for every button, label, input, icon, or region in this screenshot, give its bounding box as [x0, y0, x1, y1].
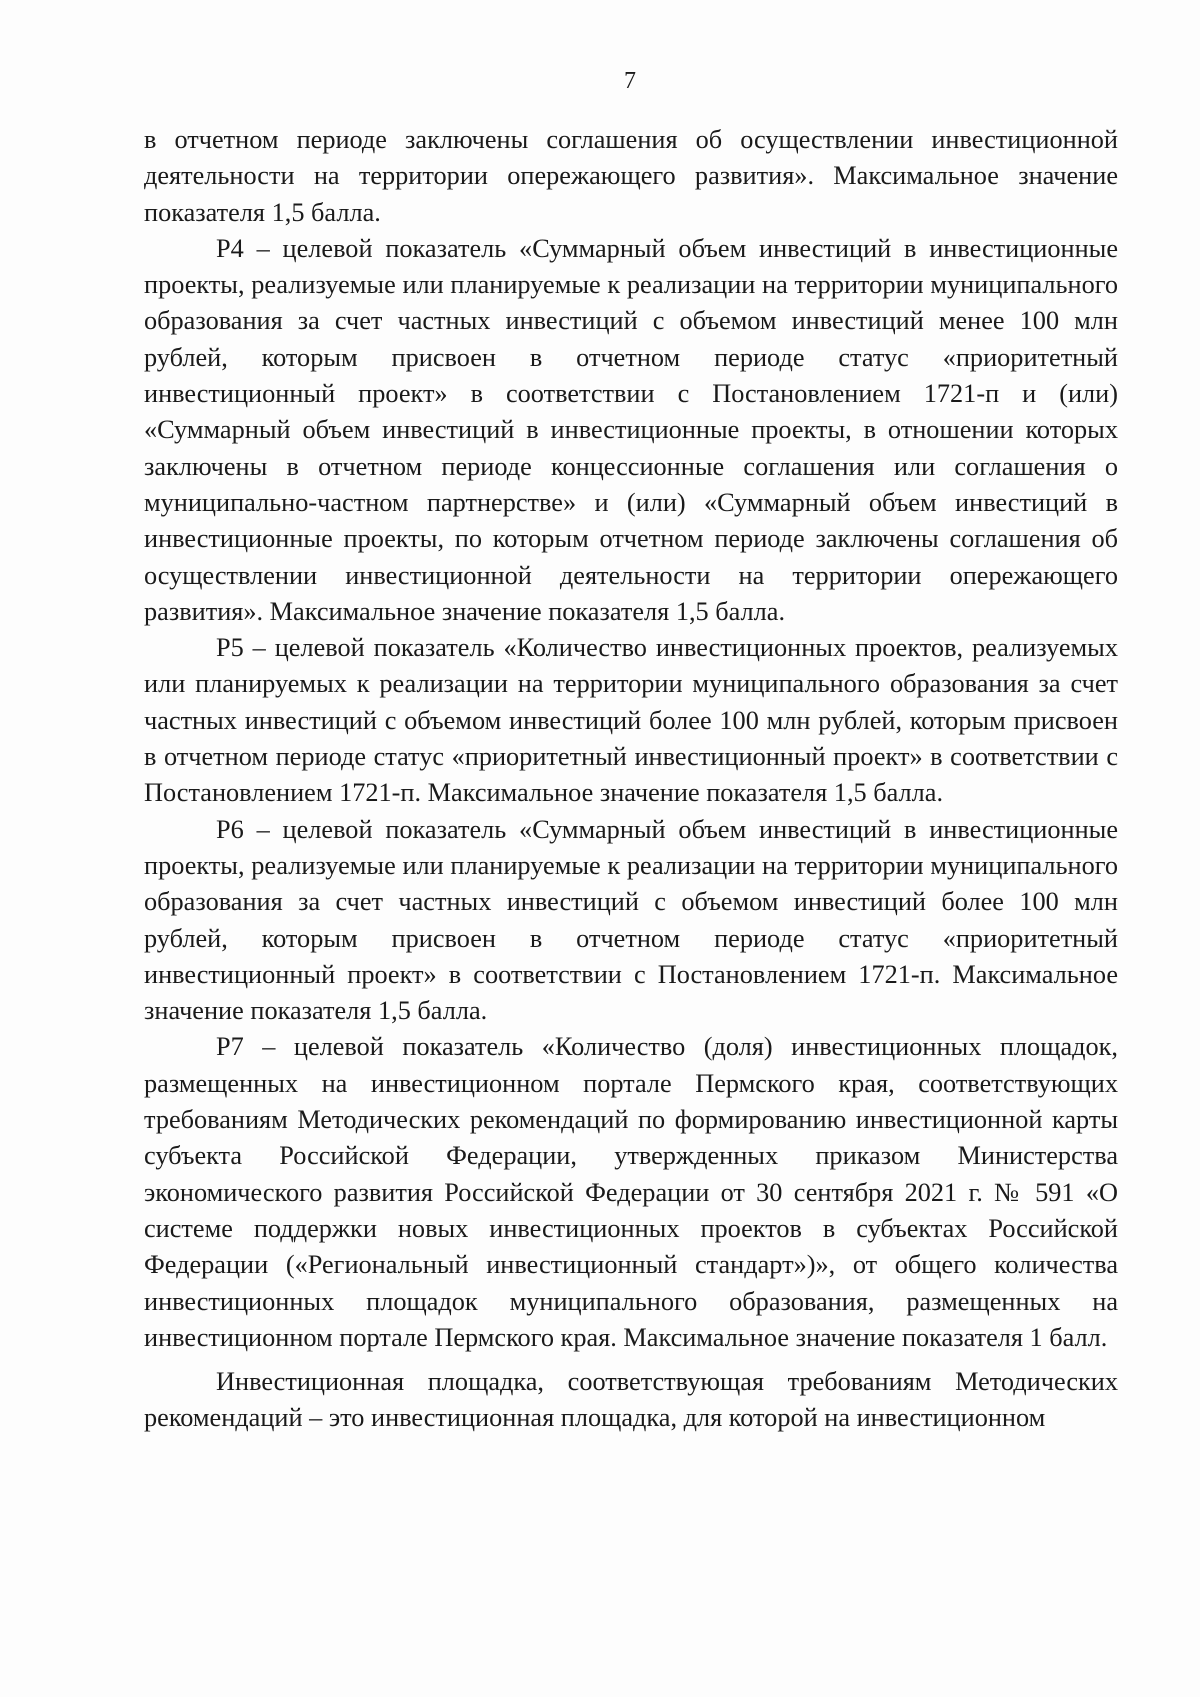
paragraph-p7: Р7 – целевой показатель «Количество (доля) инвестиционных площадок, размещенных на инвестиционном портале Пермского края, соответствующих требованиям Методических рекомендаций по формированию инвестиционной карты субъекта Российской Федерации, утвержденных приказом Министерства экономического развития Российской Федерации от 30 сентября 2021 г. № 591 «О системе поддержки новых инвестиционных проектов в субъектах Российской Федерации («Региональный инвестиционный стандарт»)», от общего количества инвестиционных площадок муниципального образования, размещенных на инвестиционном портале Пермского края. Максимальное значение показателя 1 балл. [144, 1032, 1118, 1352]
paragraph-p6: Р6 – целевой показатель «Суммарный объем инвестиций в инвестиционные проекты, реализуемые или планируемые к реализации на территории муниципального образования за счет частных инвестиций с объемом инвестиций более 100 млн рублей, которым присвоен в отчетном периоде статус «приоритетный инвестиционный проект» в соответствии с Постановлением 1721-п. Максимальное значение показателя 1,5 балла. [144, 814, 1118, 1026]
page-number: 7 [624, 68, 636, 94]
paragraph-continuation: в отчетном периоде заключены соглашения об осуществлении инвестиционной деятельности на территории опережающего развития». Максимальное значение показателя 1,5 балла. [144, 125, 1118, 227]
paragraph-p4: Р4 – целевой показатель «Суммарный объем инвестиций в инвестиционные проекты, реализуемые или планируемые к реализации на территории муниципального образования за счет частных инвестиций с объемом инвестиций менее 100 млн рублей, которым присвоен в отчетном периоде статус «приоритетный инвестиционный проект» в соответствии с Постановлением 1721-п и (или) «Суммарный объем инвестиций в инвестиционные проекты, в отношении которых заключены в отчетном периоде концессионные соглашения или соглашения о муниципально-частном партнерстве» и (или) «Суммарный объем инвестиций в инвестиционные проекты, по которым отчетном периоде заключены соглашения об осуществлении инвестиционной деятельности на территории опережающего развития». Максимальное значение показателя 1,5 балла. [144, 233, 1118, 626]
paragraph-investment-site: Инвестиционная площадка, соответствующая требованиям Методических рекомендаций – это инвестиционная площадка, для которой на инвестиционном [144, 1367, 1118, 1433]
paragraph-p5: Р5 – целевой показатель «Количество инвестиционных проектов, реализуемых или планируемых к реализации на территории муниципального образования за счет частных инвестиций с объемом инвестиций более 100 млн рублей, которым присвоен в отчетном периоде статус «приоритетный инвестиционный проект» в соответствии с Постановлением 1721-п. Максимальное значение показателя 1,5 балла. [144, 633, 1118, 808]
document-body [144, 122, 1118, 1437]
